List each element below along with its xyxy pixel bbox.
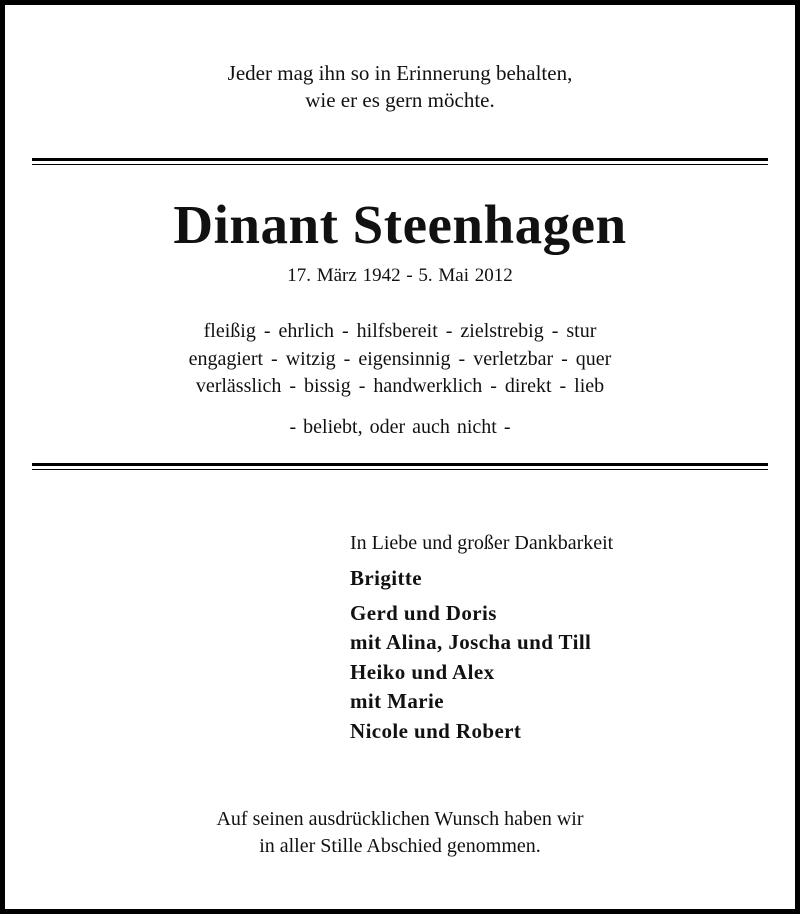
life-dates: 17. März 1942 - 5. Mai 2012 <box>287 265 513 286</box>
family-name-brigitte: Brigitte <box>350 566 423 590</box>
motto-line-2: wie er es gern möchte. <box>305 88 495 112</box>
family-name-children-2: mit Marie <box>350 689 444 713</box>
family-intro: In Liebe und großer Dankbarkeit <box>350 532 614 554</box>
top-rule-thick <box>32 158 768 161</box>
closing-line-1: Auf seinen ausdrücklichen Wunsch haben wir <box>216 808 584 830</box>
deceased-name: Dinant Steenhagen <box>173 194 627 255</box>
bottom-rule-thin <box>32 469 768 470</box>
family-block <box>350 530 613 746</box>
traits-line-2: engagiert - witzig - eigensinnig - verletzbar - quer <box>188 347 612 370</box>
family-name-heiko-alex: Heiko und Alex <box>350 659 495 684</box>
top-rule-thin <box>32 164 768 165</box>
motto <box>5 60 795 114</box>
bottom-double-rule <box>32 463 768 470</box>
closing-note <box>5 806 795 860</box>
traits-line-3: verlässlich - bissig - handwerklich - direkt - lieb <box>195 375 605 397</box>
closing-line-2: in aller Stille Abschied genommen. <box>259 835 541 857</box>
family-name-nicole-robert: Nicole und Robert <box>350 718 522 743</box>
top-double-rule <box>32 158 768 165</box>
bottom-rule-thick <box>32 463 768 466</box>
motto-line-1: Jeder mag ihn so in Erinnerung behalten, <box>227 61 573 85</box>
family-name-children-1: mit Alina, Joscha und Till <box>350 630 592 654</box>
family-name-gerd-doris: Gerd und Doris <box>350 600 497 625</box>
traits-line-1: fleißig - ehrlich - hilfsbereit - zielstrebig - stur <box>203 320 597 342</box>
traits-block <box>5 318 795 401</box>
tagline: - beliebt, oder auch nicht - <box>289 416 511 438</box>
